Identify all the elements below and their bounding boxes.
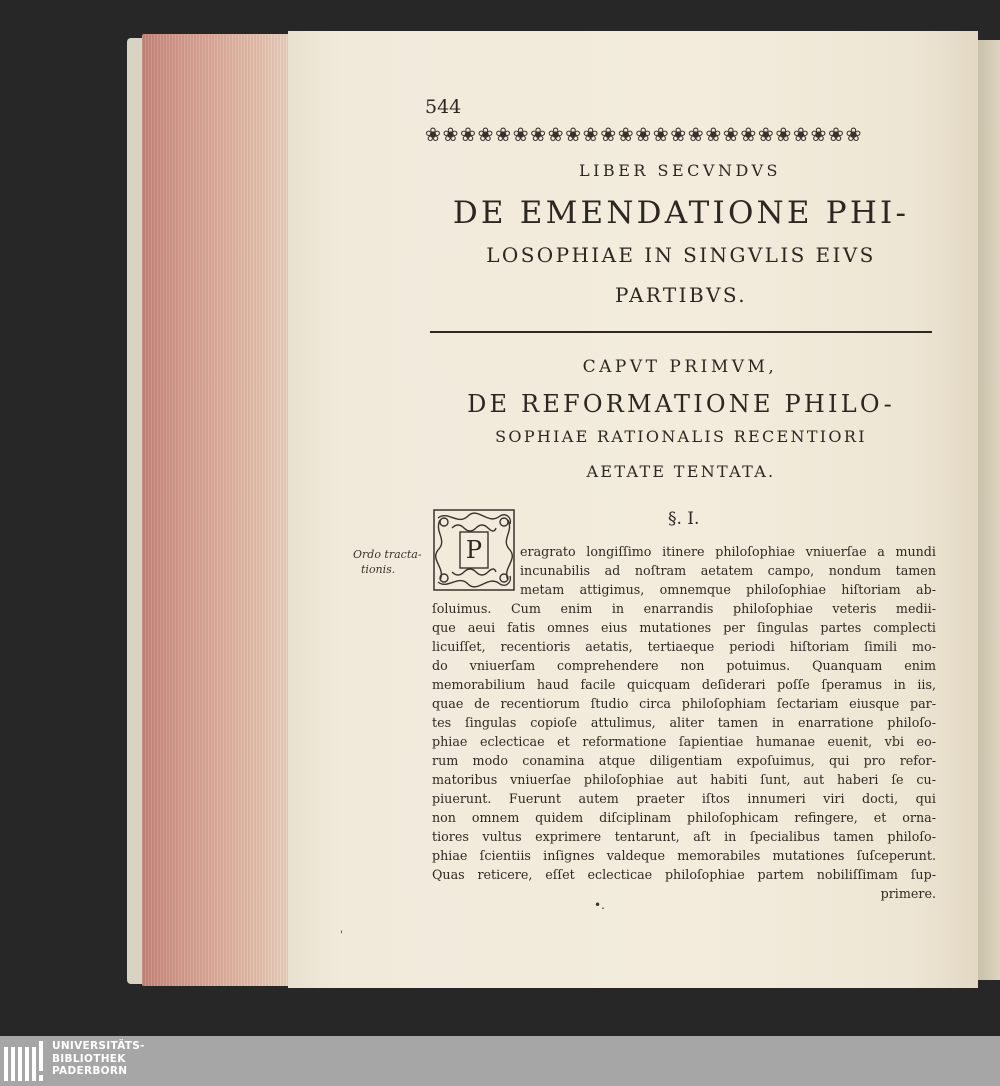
body-text-line: primere.: [880, 886, 936, 901]
body-text-line: rum modo conamina atque diligentiam expoſuimus, qui pro refor-: [432, 753, 936, 768]
body-text-line: metam attigimus, omnemque philoſophiae hiſtoriam ab-: [520, 582, 936, 597]
body-text-line: non omnem quidem diſciplinam philoſophicam refingere, et orna-: [432, 810, 936, 825]
body-text-line: memorabilium haud facile quicquam deſiderari poſſe ſperamus in iis,: [432, 677, 936, 692]
stray-mark: ': [340, 930, 343, 941]
title-rule: [430, 331, 932, 333]
library-name-line: PADERBORN: [52, 1065, 128, 1077]
stray-mark: •.: [594, 898, 605, 912]
title-line: DE EMENDATIONE PHI-: [452, 195, 910, 231]
body-text-line: do vniuerſam comprehendere non potuimus. Quanquam enim: [432, 658, 936, 673]
body-text-line: piuerunt. Fuerunt autem praeter iſtos innumeri viri docti, qui: [432, 791, 936, 806]
margin-note: tionis.: [361, 563, 396, 576]
chapter-label: CAPVT PRIMVM,: [582, 357, 778, 377]
body-text-line: tiores vultus exprimere tentarunt, aſt in ſpecialibus tamen philoſo-: [432, 829, 936, 844]
ornament-band: ❀❀❀❀❀❀❀❀❀❀❀❀❀❀❀❀❀❀❀❀❀❀❀❀❀: [425, 124, 863, 146]
body-text-line: phiae ſcientiis inſignes valdeque memorabiles mutationes ſuſceperunt.: [432, 848, 936, 863]
body-text-line: tes ſingulas copioſe attulimus, aliter tamen in enarratione philoſo-: [432, 715, 936, 730]
body-text-line: quae de recentiorum ſtudio circa philoſophiam ſectariam eiusque par-: [432, 696, 936, 711]
body-text-line: phiae eclecticae et reformatione ſapientiae humanae euenit, vbi eo-: [432, 734, 936, 749]
body-text-line: ſoluimus. Cum enim in enarrandis philoſophiae veteris medii-: [432, 601, 936, 616]
body-text-line: eragrato longiſſimo itinere philoſophiae vniuerſae a mundi: [520, 544, 936, 559]
decorated-initial: [432, 508, 516, 592]
title-line: LOSOPHIAE IN SINGVLIS EIVS: [486, 243, 876, 267]
margin-note: Ordo tracta-: [353, 548, 422, 561]
title-line: PARTIBVS.: [614, 283, 748, 307]
library-footer: [0, 1036, 1000, 1086]
book-label: LIBER SECVNDVS: [578, 161, 781, 180]
body-text-line: que aeui fatis omnes eius mutationes per ſingulas partes complecti: [432, 620, 936, 635]
body-text-line: Quas reticere, eſſet eclecticae philoſophiae partem nobiliſſimam ſup-: [432, 867, 936, 882]
page-stack-edge: [142, 34, 290, 986]
page-number: 544: [425, 96, 462, 118]
body-text-line: matoribus vniuerſae philoſophiae aut habiti ſunt, aut haberi ſe cu-: [432, 772, 936, 787]
chapter-title-line: SOPHIAE RATIONALIS RECENTIORI: [495, 427, 867, 446]
section-heading: §. I.: [668, 509, 700, 529]
library-logo-icon: [2, 1039, 46, 1083]
facing-page-edge: [976, 40, 1000, 980]
body-text-line: incunabilis ad noſtram aetatem campo, nondum tamen: [520, 563, 936, 578]
library-name-line: BIBLIOTHEK: [52, 1052, 126, 1065]
library-name: [52, 1040, 145, 1078]
initial-letter: P: [465, 536, 483, 564]
body-text-line: licuiſſet, recentioris aetatis, tertiaeque periodi hiſtoriam ſimili mo-: [432, 639, 936, 654]
library-name-line: UNIVERSITÄTS-: [52, 1040, 145, 1052]
chapter-title-line: DE REFORMATIONE PHILO-: [467, 390, 895, 418]
chapter-title-line: AETATE TENTATA.: [586, 462, 776, 481]
